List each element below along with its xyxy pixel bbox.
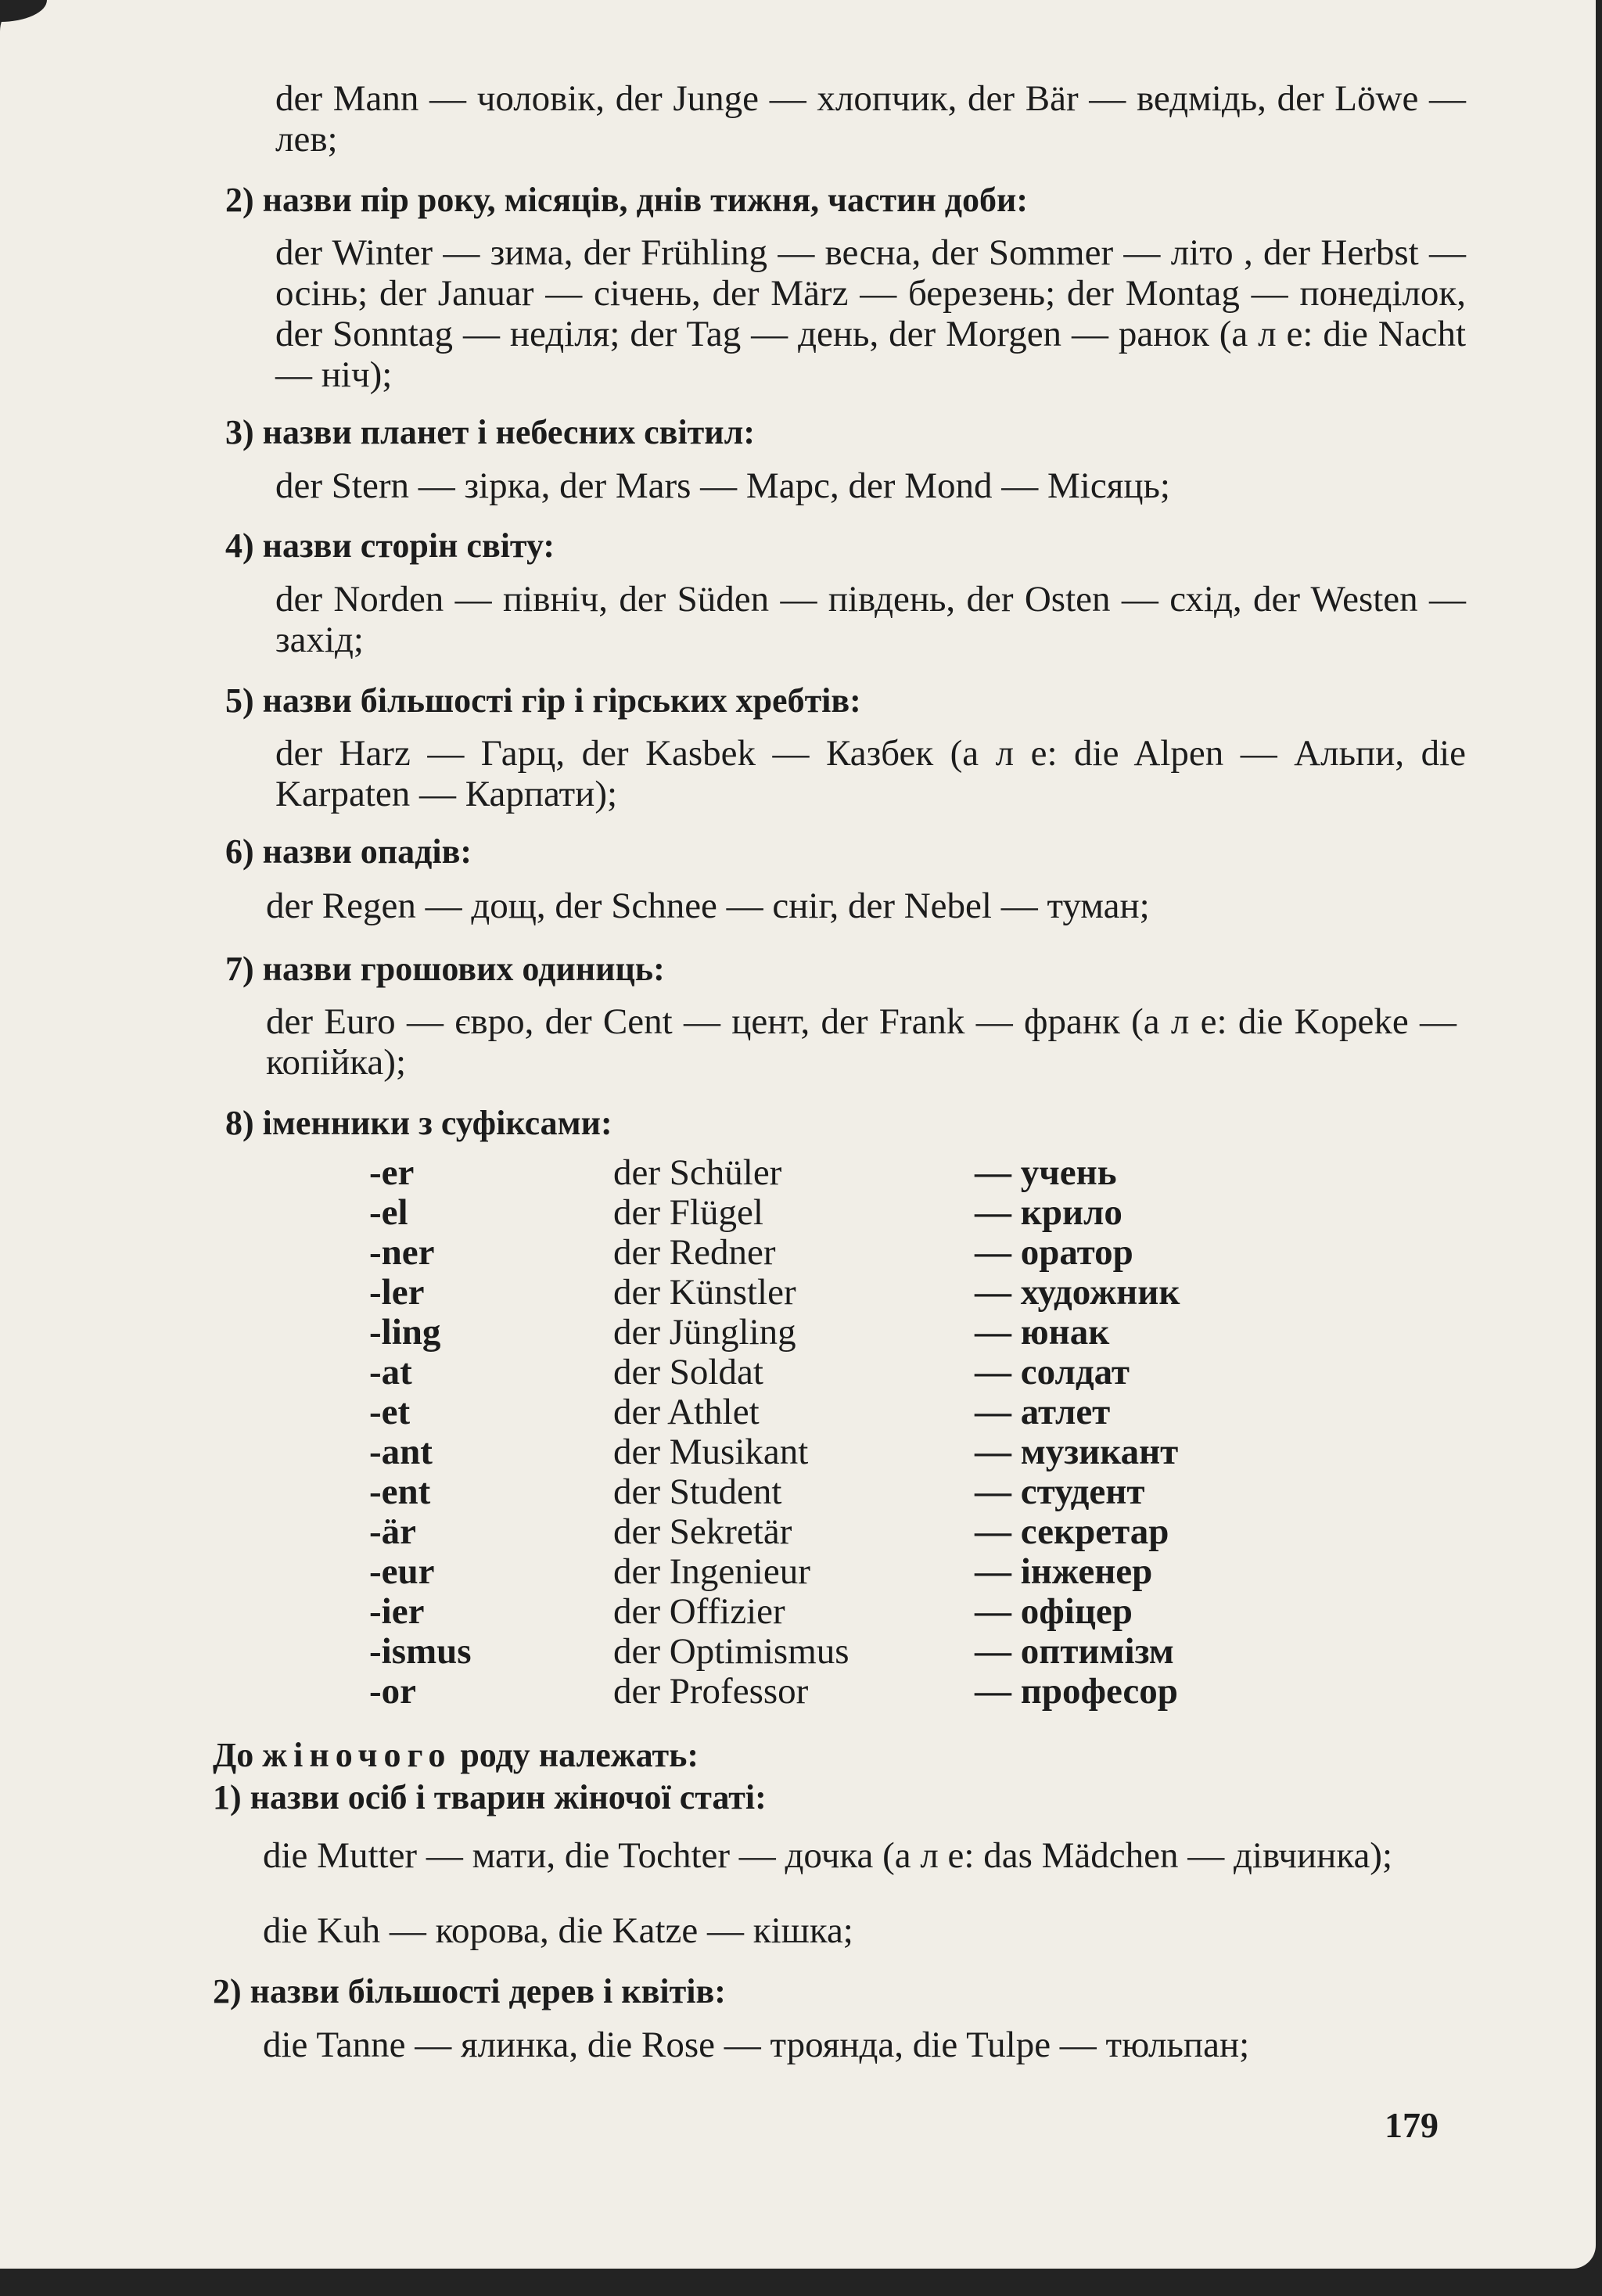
section-heading-5: 5) назви більшості гір і гірських хребтів: [225, 681, 861, 720]
section-body-5: der Harz — Гарц, der Kasbek — Казбек (а л е: die Alpen — Альпи, die Karpaten — Карпати); [275, 733, 1466, 814]
suffix-row-suffix: -el [369, 1192, 408, 1233]
section-body-3: der Stern — зірка, der Mars — Марс, der Mond — Місяць; [275, 465, 1170, 506]
section-heading-8: 8) іменники з суфіксами: [225, 1104, 612, 1142]
feminine-intro-gender: жіночого [262, 1736, 452, 1774]
suffix-row-word: der Künstler [613, 1272, 796, 1313]
section-body-4: der Norden — північ, der Süden — південь, der Osten — схід, der Westen — захід; [275, 579, 1466, 660]
suffix-row-translation: — секретар [975, 1511, 1169, 1552]
suffix-row-suffix: -eur [369, 1551, 435, 1592]
suffix-row-suffix: -ler [369, 1272, 425, 1313]
page-number: 179 [1385, 2105, 1439, 2145]
suffix-row-word: der Student [613, 1471, 782, 1512]
suffix-row-suffix: -at [369, 1352, 412, 1392]
suffix-row-translation: — офіцер [975, 1591, 1133, 1632]
suffix-row-translation: — юнак [975, 1312, 1110, 1353]
section-body-7: der Euro — євро, der Cent — цент, der Frank — франк (а л е: die Kopeke — копійка); [266, 1001, 1457, 1083]
suffix-row-translation: — оптимізм [975, 1631, 1174, 1672]
suffix-row-translation: — крило [975, 1192, 1122, 1233]
suffix-row-translation: — студент [975, 1471, 1145, 1512]
feminine-body-1a: die Mutter — мати, die Tochter — дочка (а л е: das Mädchen — дівчинка); [263, 1835, 1393, 1876]
section-heading-2: 2) назви пір року, місяців, днів тижня, частин доби: [225, 181, 1029, 219]
feminine-body-1b: die Kuh — корова, die Katze — кішка; [263, 1910, 853, 1951]
section-heading-3: 3) назви планет і небесних світил: [225, 413, 755, 451]
suffix-row-word: der Jüngling [613, 1312, 796, 1353]
suffix-row-word: der Soldat [613, 1352, 763, 1392]
suffix-row-word: der Offizier [613, 1591, 785, 1632]
suffix-row-translation: — учень [975, 1152, 1117, 1193]
suffix-row-translation: — музикант [975, 1432, 1179, 1472]
suffix-row-translation: — інженер [975, 1551, 1153, 1592]
suffix-row-translation: — солдат [975, 1352, 1130, 1392]
suffix-row-word: der Sekretär [613, 1511, 792, 1552]
suffix-row-suffix: -or [369, 1671, 417, 1712]
suffix-row-word: der Optimismus [613, 1631, 849, 1672]
intro-text: der Mann — чоловік, der Junge — хлопчик, der Bär — ведмідь, der Löwe — лев; [275, 78, 1466, 160]
feminine-intro-prefix: До [213, 1736, 254, 1774]
feminine-body-2: die Tanne — ялинка, die Rose — троянда, die Tulpe — тюльпан; [263, 2025, 1250, 2065]
suffix-row-translation: — художник [975, 1272, 1180, 1313]
feminine-intro-suffix: роду належать: [460, 1736, 699, 1774]
suffix-row-suffix: -är [369, 1511, 417, 1552]
suffix-row-suffix: -ling [369, 1312, 441, 1353]
suffix-row-suffix: -er [369, 1152, 415, 1193]
suffix-row-suffix: -ner [369, 1232, 435, 1273]
suffix-row-suffix: -et [369, 1392, 411, 1432]
suffix-row-suffix: -ier [369, 1591, 425, 1632]
section-body-2: der Winter — зима, der Frühling — весна, der Sommer — літо , der Herbst — осінь; der Januar — січень, der März — березень; der Montag — понеділок, der Sonntag — неділя; der Tag — день, der Morgen — ранок (а л е: die Nacht — ніч); [275, 232, 1466, 395]
suffix-row-word: der Athlet [613, 1392, 760, 1432]
suffix-row-word: der Musikant [613, 1432, 809, 1472]
suffix-row-suffix: -ismus [369, 1631, 472, 1672]
section-heading-6: 6) назви опадів: [225, 832, 472, 871]
feminine-heading-1: 1) назви осіб і тварин жіночої статі: [213, 1778, 767, 1816]
section-heading-4: 4) назви сторін світу: [225, 526, 555, 565]
suffix-row-suffix: -ent [369, 1471, 431, 1512]
suffix-row-word: der Flügel [613, 1192, 763, 1233]
suffix-row-translation: — оратор [975, 1232, 1133, 1273]
suffix-row-word: der Redner [613, 1232, 776, 1273]
feminine-heading-2: 2) назви більшості дерев і квітів: [213, 1972, 726, 2010]
section-heading-7: 7) назви грошових одиниць: [225, 950, 665, 988]
suffix-row-translation: — атлет [975, 1392, 1111, 1432]
feminine-intro [213, 1735, 699, 1776]
suffix-row-suffix: -ant [369, 1432, 433, 1472]
section-body-6: der Regen — дощ, der Schnee — сніг, der Nebel — туман; [266, 886, 1150, 926]
suffix-row-word: der Schüler [613, 1152, 782, 1193]
suffix-row-translation: — професор [975, 1671, 1178, 1712]
page-corner-shadow [0, 0, 47, 22]
suffix-row-word: der Ingenieur [613, 1551, 810, 1592]
suffix-row-word: der Professor [613, 1671, 809, 1712]
